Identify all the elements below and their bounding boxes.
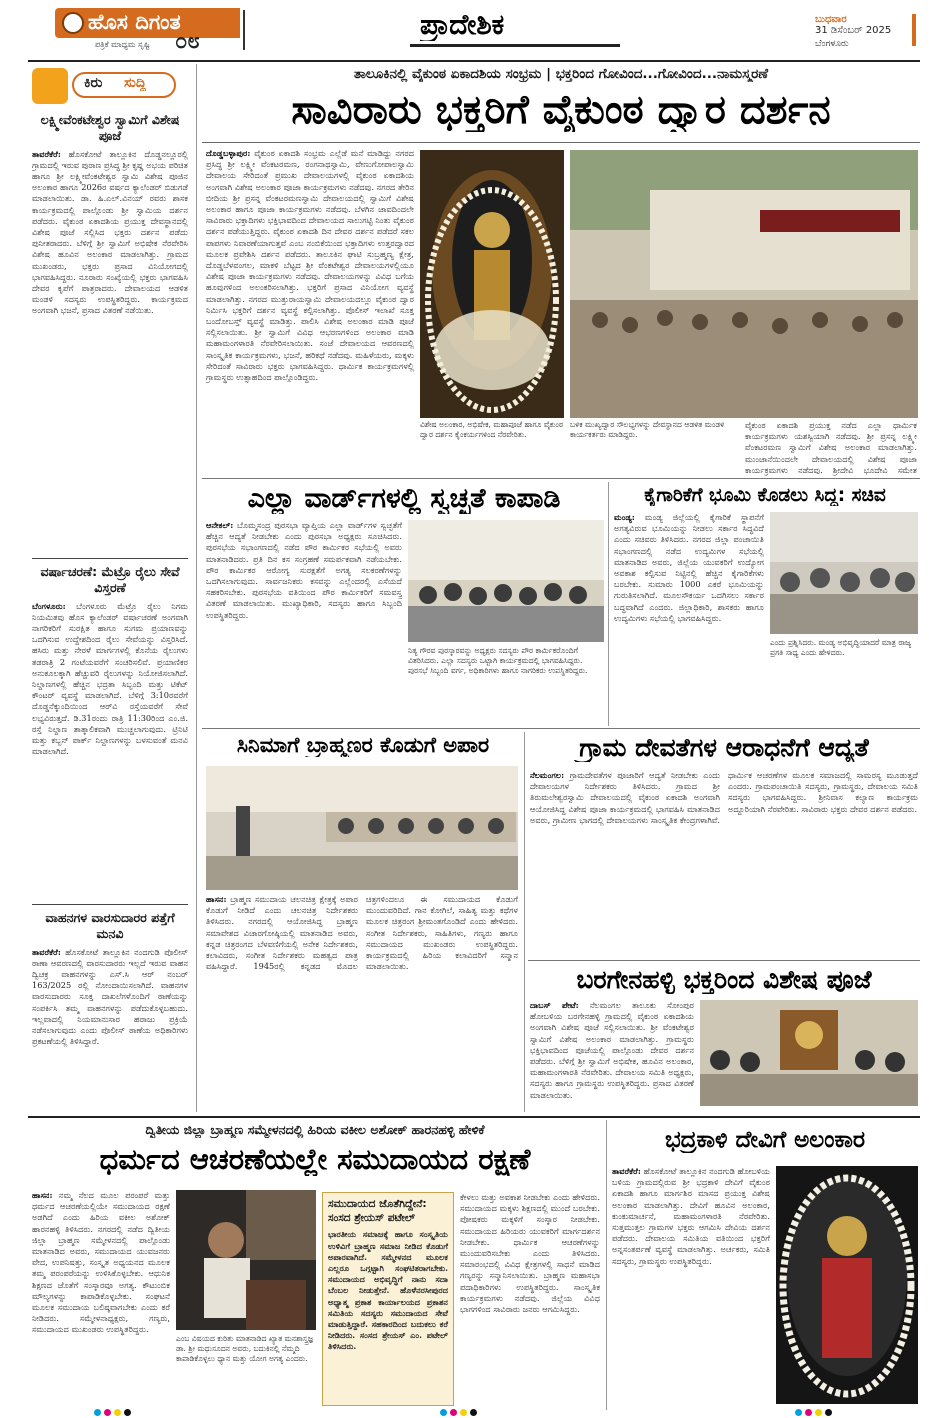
village-dateline: ನೆಲಮಂಗಲ:: [530, 770, 565, 780]
bhadrakali-dateline: ತಾವರೆಕೆರೆ:: [612, 1166, 641, 1176]
registration-marks-left: [94, 1409, 131, 1416]
brief-title: ವಾಹನಗಳ ವಾರಸುದಾರರ ಪತ್ತೆಗೆ ಮನವಿ: [45, 910, 175, 942]
brief-title: ಲಕ್ಷ್ಮೀವೆಂಕಟೇಶ್ವರ ಸ್ವಾಮಿಗೆ ವಿಶೇಷ ಪೂಜೆ: [40, 112, 180, 144]
ward-rule: [608, 482, 609, 726]
queue-image: [570, 150, 918, 418]
kirusuddi-column: [28, 64, 192, 1112]
reg-dot: [114, 1409, 121, 1416]
lead-continuation: ವೈಕುಂಠ ಏಕಾದಶಿ ಪ್ರಯುಕ್ತ ನಡೆದ ಎಲ್ಲಾ ಧಾರ್ಮಿಕ ಕಾರ್ಯಕ್ರಮಗಳು ಯಶಸ್ವಿಯಾಗಿ ನಡೆದವು. ಶ್ರೀ ಪ್ರಸನ್ನ ಲಕ್ಷ್ಮೀ ವೆಂಕಟರಮಣ ಸ್ವಾಮಿಗೆ ವಿಶೇಷ ಅಲಂಕಾರ ಮಾಡಲಾಗಿತ್ತು. ಮುಂಜಾನೆಯಿಂದಲೇ ದೇವಾಲಯದಲ್ಲಿ ವಿಶೇಷ ಪೂಜಾ ಕಾರ್ಯಕ್ರಮಗಳು ನಡೆದವು. ಶ್ರೀದೇವಿ ಭೂದೇವಿ ಸಮೇತ: [745, 420, 917, 475]
village-body: [530, 770, 918, 956]
brief-2: [32, 564, 188, 903]
lower-rule: [28, 1116, 920, 1118]
reg-dot: [94, 1409, 101, 1416]
brief-dateline: ತಾವರೆಕೆರೆ:: [32, 946, 61, 957]
ward-caption: ನಿತ್ಯ ಗೌರವ ಪುರಸ್ಕಾರವನ್ನು ಅಧ್ಯಕ್ಷರು ಸದಸ್ಯರು ಪೌರ ಕಾರ್ಮಿಕರೊಂದಿಗೆ ವಿತರಿಸಿದರು. ಎಲ್ಲಾ ಸದಸ್ಯರು ಒಟ್ಟಾಗಿ ಕಾರ್ಯಕ್ರಮದಲ್ಲಿ ಭಾಗವಹಿಸಿದ್ದರು. ಪುರಸಭೆ ಸಿಬ್ಬಂದಿ ವರ್ಗ, ಅಧಿಕಾರಿಗಳು ಹಾಗೂ ನಾಗರಿಕರು ಉಪಸ್ಥಿತರಿದ್ದರು.: [408, 646, 588, 675]
bhadrakali-text: ಹೊಸಕೋಟೆ ತಾಲ್ಲೂಕಿನ ನಂದಗುಡಿ ಹೋಬಳಿಯ ಬಳಿಯ ಗ್ರಾಮದಲ್ಲಿರುವ ಶ್ರೀ ಭದ್ರಕಾಳಿ ದೇವಿಗೆ ವೈಕುಂಠ ಏಕಾದಶಿ ಹಾಗೂ ಮಾರ್ಗಶಿರ ಮಾಸದ ಪ್ರಯುಕ್ತ ವಿಶೇಷ ಅಲಂಕಾರ ಮಾಡಲಾಗಿತ್ತು. ದೇವಿಗೆ ಹೂವಿನ ಅಲಂಕಾರ, ಕುಂಕುಮಾರ್ಚನೆ, ಮಹಾಮಂಗಳಾರತಿ ನೆರವೇರಿತು. ಸುತ್ತಮುತ್ತಲ ಗ್ರಾಮಗಳ ಭಕ್ತರು ಆಗಮಿಸಿ ದೇವಿಯ ದರ್ಶನ ಪಡೆದರು. ದೇವಾಲಯ ಸಮಿತಿಯ ವತಿಯಿಂದ ಭಕ್ತರಿಗೆ ಅನ್ನಸಂತರ್ಪಣೆ ವ್ಯವಸ್ಥೆ ಮಾಡಲಾಗಿತ್ತು. ಅರ್ಚಕರು, ಸಮಿತಿ ಸದಸ್ಯರು, ಗ್ರಾಮಸ್ಥರು ಉಪಸ್ಥಿತರಿದ್ದರು.: [612, 1166, 770, 1266]
queue-photo: [570, 150, 918, 418]
cinema-headline: ಸಿನಿಮಾಗೆ ಬ್ರಾಹ್ಮಣರ ಕೊಡುಗೆ ಅಪಾರ: [236, 734, 490, 757]
kirusuddi-label-b: ಸುದ್ದಿ: [124, 76, 147, 91]
cinema-image: [206, 766, 518, 890]
registration-marks-center: [440, 1409, 477, 1416]
dharma-continuation: ಕೇಳಲು ಮತ್ತು ಅವಕಾಶ ನೀಡಬೇಕು ಎಂದು ಹೇಳಿದರು. ಸಮುದಾಯದ ಮಕ್ಕಳು ಶಿಕ್ಷಣದಲ್ಲಿ ಮುಂದೆ ಬರಬೇಕು. ಪೋಷಕರು ಮಕ್ಕಳಿಗೆ ಸಂಸ್ಕಾರ ನೀಡಬೇಕು. ಸಮುದಾಯದ ಹಿರಿಯರು ಯುವಕರಿಗೆ ಮಾರ್ಗದರ್ಶನ ನೀಡಬೇಕು. ಧಾರ್ಮಿಕ ಆಚರಣೆಗಳನ್ನು ಮುಂದುವರಿಸಬೇಕು ಎಂದು ತಿಳಿಸಿದರು. ಸಮಾರಂಭದಲ್ಲಿ ವಿವಿಧ ಕ್ಷೇತ್ರಗಳಲ್ಲಿ ಸಾಧನೆ ಮಾಡಿದ ಗಣ್ಯರನ್ನು ಸನ್ಮಾನಿಸಲಾಯಿತು. ಬ್ರಾಹ್ಮಣ ಮಹಾಸಭಾ ಪದಾಧಿಕಾರಿಗಳು ಉಪಸ್ಥಿತರಿದ್ದರು. ಸಾಂಸ್ಕೃತಿಕ ಕಾರ್ಯಕ್ರಮಗಳು ನಡೆದವು. ಜಿಲ್ಲೆಯ ವಿವಿಧ ಭಾಗಗಳಿಂದ ಸಾವಿರಾರು ಜನರು ಆಗಮಿಸಿದ್ದರು.: [460, 1192, 600, 1315]
mp-box: [322, 1192, 454, 1406]
date: 31 ಡಿಸೆಂಬರ್ 2025: [815, 25, 892, 36]
section-title: ಪ್ರಾದೇಶಿಕ: [420, 10, 505, 41]
brand-logo-icon: [62, 12, 84, 34]
ward-headline: ಎಲ್ಲಾ ವಾರ್ಡ್‌ಗಳಲ್ಲಿ ಸ್ವಚ್ಛತೆ ಕಾಪಾಡಿ: [247, 484, 561, 514]
reg-dot: [450, 1409, 457, 1416]
brief-divider: [32, 558, 188, 559]
dharma-dateline: ಹಾಸನ:: [32, 1190, 53, 1200]
cinema-photo: [206, 766, 518, 890]
village-headline: ಗ್ರಾಮ ದೇವತೆಗಳ ಆರಾಧನೆಗೆ ಆದ್ಯತೆ: [579, 734, 869, 762]
hand-icon: [32, 68, 68, 104]
mid-rule: [202, 728, 920, 729]
brief-3: [32, 910, 188, 1105]
dharma-image: [176, 1190, 316, 1330]
brief-body: [32, 149, 188, 549]
baragenahalli-dateline: ದಾಬಸ್ ಪೇಟೆ:: [530, 1000, 579, 1010]
brief-text: ಬೆಂಗಳೂರು ಮೆಟ್ರೊ ರೈಲು ನಿಗಮ ನಿಯಮಿತವು ಹೊಸ ಕ್ಯಾಲೆಂಡರ್ ವರ್ಷಾಚರಣೆ ಅಂಗವಾಗಿ ನಾಗರಿಕರಿಗೆ ಸುರಕ್ಷಿತ ಹಾಗೂ ಸುಗಮ ಪ್ರಯಾಣವನ್ನು ಒದಗಿಸುವ ಉದ್ದೇಶದಿಂದ ರೈಲು ಸೇವೆಯನ್ನು ವಿಸ್ತರಿಸಿದೆ. ಹಸಿರು ಮತ್ತು ನೇರಳೆ ಮಾರ್ಗಗಳಲ್ಲಿ ಕೊನೆಯ ರೈಲುಗಳು ತಡರಾತ್ರಿ 2 ಗಂಟೆಯವರೆಗೆ ಸಂಚರಿಸಲಿವೆ. ಪ್ರಯಾಣಿಕರ ಅನುಕೂಲಕ್ಕಾಗಿ ಹೆಚ್ಚುವರಿ ರೈಲುಗಳನ್ನು ನಿಯೋಜಿಸಲಾಗಿದೆ. ನಿಲ್ದಾಣಗಳಲ್ಲಿ ಹೆಚ್ಚಿನ ಭದ್ರತಾ ಸಿಬ್ಬಂದಿ ಮತ್ತು ಟಿಕೆಟ್ ಕೌಂಟರ್ ವ್ಯವಸ್ಥೆ ಮಾಡಲಾಗಿದೆ. ಬೆಳಿಗ್ಗೆ 3:10ರವರೆಗೆ ದೊಡ್ಡನೆಕ್ಕುಂದಿಯಿಂದ ಆರ್‌ವಿ ರಸ್ತೆಯವರೆಗೆ ಸೇವೆ ಲಭ್ಯವಿರುತ್ತದೆ. ಡಿ.31ರಂದು ರಾತ್ರಿ 11:30ರಿಂದ ಎಂ.ಜಿ. ರಸ್ತೆ ನಿಲ್ದಾಣ ತಾತ್ಕಾಲಿಕವಾಗಿ ಮುಚ್ಚಲಾಗುವುದು. ಟ್ರಿನಿಟಿ ಮತ್ತು ಕಬ್ಬನ್ ಪಾರ್ಕ್ ನಿಲ್ದಾಣಗಳನ್ನು ಬಳಸುವಂತೆ ಮನವಿ ಮಾಡಲಾಗಿದೆ.: [32, 600, 188, 757]
bhadrakali-image: [776, 1166, 918, 1404]
kirusuddi-logo: [32, 68, 182, 106]
industry-photo: [770, 512, 918, 634]
industry-text: ಮಂಡ್ಯ ಜಿಲ್ಲೆಯಲ್ಲಿ ಕೈಗಾರಿಕೆ ಸ್ಥಾಪನೆಗೆ ಅಗತ್ಯವಿರುವ ಭೂಮಿಯನ್ನು ನೀಡಲು ಸರ್ಕಾರ ಸಿದ್ಧವಿದೆ ಎಂದು ಸಚಿವರು ತಿಳಿಸಿದರು. ನಗರದ ಜಿಲ್ಲಾ ಪಂಚಾಯಿತಿ ಸಭಾಂಗಣದಲ್ಲಿ ನಡೆದ ಉದ್ಯಮಿಗಳ ಸಭೆಯಲ್ಲಿ ಮಾತನಾಡಿದ ಅವರು, ಜಿಲ್ಲೆಯ ಯುವಕರಿಗೆ ಉದ್ಯೋಗ ಅವಕಾಶ ಕಲ್ಪಿಸುವ ನಿಟ್ಟಿನಲ್ಲಿ ಹೆಚ್ಚಿನ ಕೈಗಾರಿಕೆಗಳು ಬರಬೇಕು. ಸುಮಾರು 1000 ಎಕರೆ ಭೂಮಿಯನ್ನು ಗುರುತಿಸಲಾಗಿದೆ. ಮೂಲಸೌಕರ್ಯ ಒದಗಿಸಲು ಸರ್ಕಾರ ಬದ್ಧವಾಗಿದೆ ಎಂದರು. ಜಿಲ್ಲಾಧಿಕಾರಿ, ಶಾಸಕರು ಹಾಗೂ ಉದ್ಯಮಿಗಳು ಸಭೆಯಲ್ಲಿ ಭಾಗವಹಿಸಿದ್ದರು.: [614, 512, 764, 623]
masthead-rule: [28, 60, 920, 62]
deity-caption: ವಿಶೇಷ ಅಲಂಕಾರ, ಅಭಿಷೇಕ, ಮಹಾಪೂಜೆ ಹಾಗೂ ವೈಕುಂಠ ದ್ವಾರ ದರ್ಶನ ಕೈಂಕರ್ಯಗಳಿಂದ ನೆರವೇರಿತು.: [420, 420, 564, 439]
cinema-dateline: ಹಾಸನ:: [206, 894, 227, 904]
bhadrakali-headline: ಭದ್ರಕಾಳಿ ದೇವಿಗೆ ಅಲಂಕಾರ: [664, 1128, 866, 1153]
kirusuddi-label-a: ಕಿರು: [84, 76, 103, 91]
dharma-headline: ಧರ್ಮದ ಆಚರಣೆಯಲ್ಲೇ ಸಮುದಾಯದ ರಕ್ಷಣೆ: [99, 1144, 531, 1176]
baragenahalli-image: [700, 1000, 918, 1106]
bhadrakali-photo: [776, 1166, 918, 1404]
cinema-body: [206, 894, 518, 1110]
section-underline: [410, 44, 620, 47]
cinema-text: ಬ್ರಾಹ್ಮಣ ಸಮುದಾಯ ಚಲನಚಿತ್ರ ಕ್ಷೇತ್ರಕ್ಕೆ ಅಪಾರ ಕೊಡುಗೆ ನೀಡಿದೆ ಎಂದು ಚಲನಚಿತ್ರ ನಿರ್ದೇಶಕರು ತಿಳಿಸಿದರು. ನಗರದಲ್ಲಿ ಆಯೋಜಿಸಿದ್ದ ಬ್ರಾಹ್ಮಣ ಸಮಾವೇಶದ ವಿಚಾರಗೋಷ್ಠಿಯಲ್ಲಿ ಮಾತನಾಡಿದ ಅವರು, ಕನ್ನಡ ಚಿತ್ರರಂಗದ ಬೆಳವಣಿಗೆಯಲ್ಲಿ ಅನೇಕ ನಿರ್ದೇಶಕರು, ಕಲಾವಿದರು, ಸಂಗೀತ ನಿರ್ದೇಶಕರು ಮಹತ್ವದ ಪಾತ್ರ ವಹಿಸಿದ್ದಾರೆ. 1945ರಲ್ಲಿ ಕನ್ನಡದ ಮೊದಲ ಚಿತ್ರಗಳಿಂದಲೂ ಈ ಸಮುದಾಯದ ಕೊಡುಗೆ ಮುಂದುವರಿದಿದೆ. ಗಾನ ಕೋಗಿಲೆ, ಸಾಹಿತ್ಯ ಮತ್ತು ಕಥೆಗಳ ಮೂಲಕ ಚಿತ್ರರಂಗ ಶ್ರೀಮಂತಗೊಂಡಿದೆ ಎಂದು ಹೇಳಿದರು. ಸಂಗೀತ ನಿರ್ದೇಶಕರು, ಸಾಹಿತಿಗಳು, ಗಣ್ಯರು ಹಾಗೂ ಸಮುದಾಯದ ಮುಖಂಡರು ಉಪಸ್ಥಿತರಿದ್ದರು. ಕಾರ್ಯಕ್ರಮದಲ್ಲಿ ಹಿರಿಯ ಕಲಾವಿದರಿಗೆ ಸನ್ಮಾನ ಮಾಡಲಾಯಿತು.: [206, 894, 518, 972]
lead-text: ವೈಕುಂಠ ಏಕಾದಶಿ ಸಂಭ್ರಮ ಎಲ್ಲೆಡೆ ಮನೆ ಮಾಡಿದ್ದು ನಗರದ ಪ್ರಸಿದ್ಧ ಶ್ರೀ ಲಕ್ಷ್ಮೀ ವೆಂಕಟರಮಣ, ರಂಗನಾಥಸ್ವಾಮಿ, ವೇಣುಗೋಪಾಲಸ್ವಾಮಿ ದೇವಾಲಯ ಸೇರಿದಂತೆ ಪ್ರಮುಖ ದೇವಾಲಯಗಳಲ್ಲಿ ವೈಕುಂಠ ಏಕಾದಶಿಯ ಅಂಗವಾಗಿ ವಿಶೇಷ ಅಲಂಕಾರ ಪೂಜಾ ಕಾರ್ಯಕ್ರಮಗಳು ನಡೆದವು. ನಗರದ ತೇರಿನ ಬೀದಿಯ ಶ್ರೀ ಪ್ರಸನ್ನ ವೆಂಕಟರಮಣಸ್ವಾಮಿ ದೇವಾಲಯದಲ್ಲಿ ಸ್ವಾಮಿಗೆ ವಿಶೇಷ ಅಲಂಕಾರ ಹಾಗೂ ಪೂಜಾ ಕಾರ್ಯಕ್ರಮಗಳು ನಡೆದವು. ಬೆಳಗಿನ ಜಾವದಿಂದಲೇ ಸಾವಿರಾರು ಭಕ್ತಾದಿಗಳು ಭಕ್ತಿಭಾವದಿಂದ ದೇವಾಲಯದ ಸಾಲುಗಟ್ಟಿ ನಿಂತು ವೈಕುಂಠ ದರ್ಶನ ಪಡೆಯುತ್ತಿದ್ದರು. ವೈಕುಂಠ ಏಕಾದಶಿ ದಿನ ದೇವರ ದರ್ಶನ ಪಡೆದರೆ ಸಕಲ ಪಾಪಗಳು ನಿವಾರಣೆಯಾಗುತ್ತವೆ ಎಂಬ ನಂಬಿಕೆಯಿಂದ ಭಕ್ತಾದಿಗಳು ಉತ್ತರದ್ವಾರದ ಮೂಲಕ ಪ್ರವೇಶಿಸಿ ದರ್ಶನ ಪಡೆದರು. ತಾಲೂಕಿನ ಘಾಟಿ ಸುಬ್ರಹ್ಮಣ್ಯ ಕ್ಷೇತ್ರ, ದೊಡ್ಡಬೆಳವಂಗಲ, ಮಾಕಳಿ ಬೆಟ್ಟದ ಶ್ರೀ ವೆಂಕಟೇಶ್ವರ ದೇವಾಲಯಗಳಲ್ಲಿಯೂ ವಿಶೇಷ ಪೂಜಾ ಕಾರ್ಯಕ್ರಮಗಳು ನಡೆದವು. ದೇವಾಲಯಗಳನ್ನು ವಿವಿಧ ಬಗೆಯ ಹೂವುಗಳಿಂದ ಅಲಂಕರಿಸಲಾಗಿತ್ತು. ಭಕ್ತರಿಗೆ ಪ್ರಸಾದ ವಿನಿಯೋಗ ವ್ಯವಸ್ಥೆ ಮಾಡಲಾಗಿತ್ತು. ನಗರದ ಮುತ್ತುರಾಯಸ್ವಾಮಿ ದೇವಾಲಯದಲ್ಲೂ ವೈಕುಂಠ ದ್ವಾರ ನಿರ್ಮಿಸಿ ಭಕ್ತರಿಗೆ ದರ್ಶನ ವ್ಯವಸ್ಥೆ ಕಲ್ಪಿಸಲಾಗಿತ್ತು. ಪೊಲೀಸ್ ಇಲಾಖೆ ಸೂಕ್ತ ಬಂದೋಬಸ್ತ್ ವ್ಯವಸ್ಥೆ ಮಾಡಿತ್ತು. ಪಾಲಿಸಿ ವಿಶೇಷ ಅಲಂಕಾರ ಮಾಡಿ ಪೂಜೆ ಸಲ್ಲಿಸಲಾಯಿತು. ಶ್ರೀ ಸ್ವಾಮಿಗೆ ವಿವಿಧ ಆಭರಣಗಳಿಂದ ಅಲಂಕಾರ ಮಾಡಿ ಮಹಾಮಂಗಳಾರತಿ ನೆರವೇರಿಸಲಾಯಿತು. ಸಂಜೆ ದೇವಾಲಯದ ಆವರಣದಲ್ಲಿ ಸಾಂಸ್ಕೃತಿಕ ಕಾರ್ಯಕ್ರಮಗಳು, ಭಜನೆ, ಹರಿಕಥೆ ನಡೆದವು. ಮಹಿಳೆಯರು, ಮಕ್ಕಳು ಸೇರಿದಂತೆ ಸಾವಿರಾರು ಭಕ್ತರು ಭಾಗವಹಿಸಿದ್ದರು. ಧಾರ್ಮಿಕ ಕಾರ್ಯಕ್ರಮಗಳಲ್ಲಿ ಗ್ರಾಮಸ್ಥರು ಉತ್ಸಾಹದಿಂದ ಪಾಲ್ಗೊಂಡಿದ್ದರು.: [206, 148, 414, 383]
brief-divider: [32, 904, 188, 905]
lead-body-col1: [206, 148, 414, 466]
lead-body-col2: [420, 452, 738, 474]
mp-box-title: ಸಮುದಾಯದ ಜೊತೆಗಿದ್ದೇನೆ: ಸಂಸದ ಶ್ರೇಯಸ್ ಪಟೇಲ್: [328, 1198, 427, 1225]
industry-image: [770, 512, 918, 634]
industry-caption: ಎಂದು ಪ್ರಶ್ನಿಸಿದರು. ಮಂಡ್ಯ ಅಭಿವೃದ್ಧಿಯಾದರೆ ಮಾತ್ರ ರಾಜ್ಯ ಪ್ರಗತಿ ಸಾಧ್ಯ ಎಂದು ಹೇಳಿದರು.: [770, 638, 912, 657]
ward-body: [206, 520, 402, 722]
village-rule: [528, 960, 920, 961]
brief-body: [32, 601, 188, 903]
industry-headline: ಕೈಗಾರಿಕೆಗೆ ಭೂಮಿ ಕೊಡಲು ಸಿದ್ಧ: ಸಚಿವ: [644, 486, 886, 506]
ward-photo: [408, 520, 604, 642]
baragenahalli-body: [530, 1000, 694, 1108]
baragenahalli-text: ನೆಲಮಂಗಲ ತಾಲೂಕು ಸೋಂಪುರ ಹೋಬಳಿಯ ಬರಗೇನಹಳ್ಳಿ ಗ್ರಾಮದಲ್ಲಿ ವೈಕುಂಠ ಏಕಾದಶಿಯ ಅಂಗವಾಗಿ ವಿಶೇಷ ಪೂಜೆ ಸಲ್ಲಿಸಲಾಯಿತು. ಶ್ರೀ ವೆಂಕಟೇಶ್ವರ ಸ್ವಾಮಿಗೆ ವಿಶೇಷ ಅಲಂಕಾರ ಮಾಡಲಾಗಿತ್ತು. ಗ್ರಾಮಸ್ಥರು ಭಕ್ತಿಭಾವದಿಂದ ಪೂಜೆಯಲ್ಲಿ ಪಾಲ್ಗೊಂಡು ದೇವರ ದರ್ಶನ ಪಡೆದರು. ಬೆಳಿಗ್ಗೆ ಶ್ರೀ ಸ್ವಾಮಿಗೆ ಅಭಿಷೇಕ, ಹೂವಿನ ಅಲಂಕಾರ, ಮಹಾಮಂಗಳಾರತಿ ನೆರವೇರಿತು. ದೇವಾಲಯ ಸಮಿತಿ ಅಧ್ಯಕ್ಷರು, ಸದಸ್ಯರು ಹಾಗೂ ಗ್ರಾಮಸ್ಥರು ಉಪಸ್ಥಿತರಿದ್ದರು. ಪ್ರಸಾದ ವಿತರಣೆ ಮಾಡಲಾಯಿತು.: [530, 1000, 694, 1100]
brief-1: [32, 112, 188, 549]
reg-dot: [795, 1409, 802, 1416]
page-number: ೦೮: [175, 30, 200, 54]
baragenahalli-headline: ಬರಗೇನಹಳ್ಳಿ ಭಕ್ತರಿಂದ ವಿಶೇಷ ಪೂಜೆ: [576, 966, 872, 994]
lead-headline: ಸಾವಿರಾರು ಭಕ್ತರಿಗೆ ವೈಕುಂಠ ದ್ವಾರ ದರ್ಶನ: [291, 88, 831, 132]
city: ಬೆಂಗಳೂರು: [815, 39, 849, 49]
weekday: ಬುಧವಾರ: [815, 14, 847, 25]
brief-text: ಹೊಸಕೋಟೆ ತಾಲ್ಲೂಕಿನ ದೊಡ್ಡನಲ್ಲೂರಲ್ಲಿ ಗ್ರಾಮದಲ್ಲಿ ಇರುವ ಪುರಾಣ ಪ್ರಸಿದ್ಧ ಶ್ರೀ ಕೃಷ್ಣ ಅಭಯ ಪರಿಚಿತ ಹಾಗೂ ಶ್ರೀ ಲಕ್ಷ್ಮೀವೆಂಕಟೇಶ್ವರ ಸ್ವಾಮಿ ವಿಶೇಷ ಪೂಜಿನ ಅಲಂಕಾರ ಹಾಗೂ 2026ರ ವರ್ಷದ ಕ್ಯಾಲೆಂಡರ್ ಬಿಡುಗಡೆ ಮಾಡಲಾಯಿತು. ಡಾ. ಹಿ.ಎಲ್.ವಿನಯ್ ರವರು ಶಾಸಕ ಕಾರ್ಯಕ್ರಮದಲ್ಲಿ ಪಾಲ್ಗೊಂಡು ಶ್ರೀ ಸ್ವಾಮಿಯ ದರ್ಶನ ಪಡೆದರು. ವೈಕುಂಠ ಏಕಾದಶಿಯ ಪ್ರಯುಕ್ತ ದೇವಸ್ಥಾನದಲ್ಲಿ ವಿಶೇಷ ಪೂಜೆ ಸಲ್ಲಿಸಿದ ಭಕ್ತರು ದರ್ಶನ ಪಡೆದು ಪುನೀತರಾದರು. ಬೆಳಿಗ್ಗೆ ಶ್ರೀ ಸ್ವಾಮಿಗೆ ಅಭಿಷೇಕ ನೆರವೇರಿಸಿ ವಿಶೇಷ ಹೂವಿನ ಅಲಂಕಾರ ಮಾಡಲಾಗಿತ್ತು. ಗ್ರಾಮದ ಮುಖಂಡರು, ಭಕ್ತರು ಪ್ರಸಾದ ವಿನಿಯೋಗದಲ್ಲಿ ಭಾಗವಹಿಸಿದ್ದರು. ನೂರಾರು ಸಂಖ್ಯೆಯಲ್ಲಿ ಭಕ್ತರು ಭಾಗವಹಿಸಿ ದೇವರ ಕೃಪೆಗೆ ಪಾತ್ರರಾದರು. ದೇವಾಲಯದ ಆಡಳಿತ ಮಂಡಳಿ ಸದಸ್ಯರು ಉಪಸ್ಥಿತರಿದ್ದರು. ಕಾರ್ಯಕ್ರಮದ ಅಂಗವಾಗಿ ಭಜನೆ, ಪ್ರಸಾದ ವಿತರಣೆ ನಡೆಯಿತು.: [32, 148, 188, 316]
reg-dot: [440, 1409, 447, 1416]
industry-body: [614, 512, 764, 722]
dharma-photo: [176, 1190, 316, 1330]
dharma-kicker: ದ್ವಿತೀಯ ಜಿಲ್ಲಾ ಬ್ರಾಹ್ಮಣ ಸಮ್ಮೇಳನದಲ್ಲಿ ಹಿರಿಯ ವಕೀಲ ಅಶೋಕ್ ಹಾರನಹಳ್ಳಿ ಹೇಳಿಕೆ: [145, 1122, 485, 1137]
dharma-rule: [606, 1120, 607, 1410]
ward-text: ಬೊಮ್ಮಸಂದ್ರ ಪುರಸಭಾ ವ್ಯಾಪ್ತಿಯ ಎಲ್ಲಾ ವಾರ್ಡ್‌ಗಳ ಸ್ವಚ್ಛತೆಗೆ ಹೆಚ್ಚಿನ ಆದ್ಯತೆ ನೀಡಬೇಕು ಎಂದು ಪುರಸಭಾ ಅಧ್ಯಕ್ಷರು ಸೂಚಿಸಿದರು. ಪುರಸಭೆಯ ಸಭಾಂಗಣದಲ್ಲಿ ನಡೆದ ಪೌರ ಕಾರ್ಮಿಕರ ಸಭೆಯಲ್ಲಿ ಅವರು ಮಾತನಾಡಿದರು. ಪ್ರತಿ ದಿನ ಕಸ ಸಂಗ್ರಹಣೆ ಸಮರ್ಪಕವಾಗಿ ನಡೆಯಬೇಕು. ಪೌರ ಕಾರ್ಮಿಕರ ಆರೋಗ್ಯ ಸುರಕ್ಷತೆಗೆ ಅಗತ್ಯ ಸಲಕರಣೆಗಳನ್ನು ಒದಗಿಸಲಾಗುವುದು. ಸಾರ್ವಜನಿಕರು ಕಸವನ್ನು ಎಲ್ಲೆಂದರಲ್ಲಿ ಎಸೆಯದೆ ಸಹಕರಿಸಬೇಕು. ಪುರಸಭೆಯ ವತಿಯಿಂದ ಪೌರ ಕಾರ್ಮಿಕರಿಗೆ ಸಮವಸ್ತ್ರ ವಿತರಣೆ ಮಾಡಲಾಯಿತು. ಮುಖ್ಯಾಧಿಕಾರಿ, ಸದಸ್ಯರು ಹಾಗೂ ಸಿಬ್ಬಂದಿ ಉಪಸ್ಥಿತರಿದ್ದರು.: [206, 520, 402, 620]
date-block: [815, 14, 915, 49]
reg-dot: [124, 1409, 131, 1416]
brief-dateline: ಬೆಂಗಳೂರು:: [32, 600, 66, 611]
dharma-body: [32, 1190, 170, 1406]
reg-dot: [805, 1409, 812, 1416]
lead-dateline: ದೊಡ್ಡಬಳ್ಳಾಪುರ:: [206, 148, 251, 158]
village-text: ಗ್ರಾಮದೇವತೆಗಳ ಪೂಜಾರಿಗೆ ಆದ್ಯತೆ ನೀಡಬೇಕು ಎಂದು ದೇವಾಲಯಗಳ ನಿರ್ದೇಶಕರು ತಿಳಿಸಿದರು. ಗ್ರಾಮದ ಶ್ರೀ ತಿರುಮಲೇಶ್ವರಸ್ವಾಮಿ ದೇವಾಲಯದಲ್ಲಿ ವೈಕುಂಠ ಏಕಾದಶಿ ಅಂಗವಾಗಿ ಆಯೋಜಿಸಿದ್ದ ವಿಶೇಷ ಪೂಜಾ ಕಾರ್ಯಕ್ರಮದಲ್ಲಿ ಭಾಗವಹಿಸಿ ಮಾತನಾಡಿದ ಅವರು, ಗ್ರಾಮೀಣ ಭಾಗದಲ್ಲಿ ದೇವಾಲಯಗಳು ಸಾಂಸ್ಕೃತಿಕ ಕೇಂದ್ರಗಳಾಗಿವೆ. ಧಾರ್ಮಿಕ ಆಚರಣೆಗಳ ಮೂಲಕ ಸಮಾಜದಲ್ಲಿ ಸಾಮರಸ್ಯ ಮೂಡುತ್ತದೆ ಎಂದರು. ಗ್ರಾಮಪಂಚಾಯಿತಿ ಸದಸ್ಯರು, ಗ್ರಾಮಸ್ಥರು, ದೇವಾಲಯ ಸಮಿತಿ ಸದಸ್ಯರು ಭಾಗವಹಿಸಿದ್ದರು. ಶ್ರೀನಿವಾಸ ಕಲ್ಯಾಣ ಕಾರ್ಯಕ್ರಮ ಅದ್ದೂರಿಯಾಗಿ ನೆರವೇರಿತು. ಸಾವಿರಾರು ಭಕ್ತರು ದೇವರ ದರ್ಶನ ಪಡೆದರು.: [530, 770, 918, 825]
reg-dot: [470, 1409, 477, 1416]
mp-box-text: ಭಾರತೀಯ ಸಮಾಜಕ್ಕೆ ಹಾಗೂ ಸಂಸ್ಕೃತಿಯ ಉಳಿವಿಗೆ ಬ್ರಾಹ್ಮಣ ಸಮಾಜ ನೀಡಿದ ಕೊಡುಗೆ ಅಪಾರವಾಗಿದೆ. ಸಮ್ಮೇಳನದ ಮೂಲಕ ಎಲ್ಲರೂ ಒಗ್ಗಟ್ಟಾಗಿ ಸಂಘಟಿತರಾಗಬೇಕು. ಸಮುದಾಯದ ಅಭಿವೃದ್ಧಿಗೆ ನಾನು ಸದಾ ಬೆಂಬಲ ನೀಡುತ್ತೇನೆ. ಹೊಳೆನರಸೀಪುರದ ಅಧ್ಯಾತ್ಮ ಪ್ರಕಾಶ ಕಾರ್ಯಾಲಯದ ಪ್ರಕಾಶನ ಸಮಿತಿಯ ಸದಸ್ಯರು ಸಮುದಾಯದ ಸೇವೆ ಮಾಡುತ್ತಿದ್ದಾರೆ. ಸಹಕಾರದಿಂದ ಬದುಕಲು ಕರೆ ನೀಡಿದರು. ಸಂಸದ ಶ್ರೇಯಸ್ ಎಂ. ಪಟೇಲ್ ತಿಳಿಸಿದರು.: [328, 1229, 448, 1352]
deity-photo: [420, 150, 564, 418]
brand-name: ಹೊಸ ದಿಗಂತ: [88, 11, 181, 34]
header-divider: [243, 10, 245, 50]
lead-rule: [202, 142, 920, 143]
lead-kicker: ತಾಲೂಕಿನಲ್ಲಿ ವೈಕುಂಠ ಏಕಾದಶಿಯ ಸಂಭ್ರಮ | ಭಕ್ತರಿಂದ ಗೋವಿಂದ...ಗೋವಿಂದ...ನಾಮಸ್ಮರಣೆ: [353, 66, 769, 82]
reg-dot: [825, 1409, 832, 1416]
reg-dot: [104, 1409, 111, 1416]
baragenahalli-photo: [700, 1000, 918, 1106]
reg-dot: [460, 1409, 467, 1416]
cinema-rule: [524, 732, 525, 1112]
brief-dateline: ತಾವರೆಕೆರೆ:: [32, 148, 61, 159]
bhadrakali-body: [612, 1166, 770, 1406]
reg-dot: [815, 1409, 822, 1416]
deity-image: [420, 150, 564, 418]
registration-marks-right: [795, 1409, 832, 1416]
brief-body: [32, 947, 188, 1105]
dharma-caption: ಎಂಬ ವಿಷಯದ ಕುರಿತು ಮಾತನಾಡಿದ ಖ್ಯಾತ ಮನಶಾಸ್ತ್ರಜ್ಞ ಡಾ. ಶ್ರೀ ಮಧುಸೂದನ ಅವರು, ಬದುಕಿನಲ್ಲಿ ನೆಮ್ಮದಿ ಕಾಪಾಡಿಕೊಳ್ಳಲು ಧ್ಯಾನ ಮತ್ತು ಯೋಗ ಅಗತ್ಯ ಎಂದರು.: [176, 1334, 313, 1363]
brief-text: ಹೊಸಕೋಟೆ ತಾಲ್ಲೂಕಿನ ನಂದಗುಡಿ ಪೊಲೀಸ್ ಠಾಣಾ ಆವರಣದಲ್ಲಿ ವಾರಸುದಾರರು ಇಲ್ಲದೆ ಇರುವ ವಾಹನ ದ್ವಿಚಕ್ರ ವಾಹನಗಳನ್ನು ಎಸ್.ಸಿ ಆರ್ ನಂಬರ್ 163/2025 ರಲ್ಲಿ ನೋಂದಾಯಿಸಲಾಗಿದೆ. ವಾಹನಗಳ ವಾರಸುದಾರರು ಸೂಕ್ತ ದಾಖಲೆಗಳೊಂದಿಗೆ ಠಾಣೆಯನ್ನು ಸಂಪರ್ಕಿಸಿ ತಮ್ಮ ವಾಹನಗಳನ್ನು ಪಡೆದುಕೊಳ್ಳಬಹುದು. ಇಲ್ಲವಾದಲ್ಲಿ ನಿಯಮಾನುಸಾರ ಹರಾಜು ಪ್ರಕ್ರಿಯೆ ನಡೆಸಲಾಗುವುದು ಎಂದು ಪೊಲೀಸ್ ಠಾಣೆಯ ಅಧಿಕಾರಿಗಳು ಪ್ರಕಟಣೆಯಲ್ಲಿ ತಿಳಿಸಿದ್ದಾರೆ.: [32, 946, 188, 1047]
ward-image: [408, 520, 604, 642]
industry-dateline: ಮಂಡ್ಯ:: [614, 512, 635, 522]
dharma-text: ನಮ್ಮ ನೆಲದ ಮೂಲ ಪರಂಪರೆ ಮತ್ತು ಧರ್ಮದ ಆಚರಣೆಯಲ್ಲಿಯೇ ಸಮುದಾಯದ ರಕ್ಷಣೆ ಅಡಗಿದೆ ಎಂದು ಹಿರಿಯ ವಕೀಲ ಅಶೋಕ್ ಹಾರನಹಳ್ಳಿ ತಿಳಿಸಿದರು. ನಗರದಲ್ಲಿ ನಡೆದ ದ್ವಿತೀಯ ಜಿಲ್ಲಾ ಬ್ರಾಹ್ಮಣ ಸಮ್ಮೇಳನದಲ್ಲಿ ಪಾಲ್ಗೊಂಡು ಮಾತನಾಡಿದ ಅವರು, ಸಮುದಾಯದ ಯುವಜನರು ವೇದ, ಉಪನಿಷತ್ತು, ಸಂಸ್ಕೃತ ಅಧ್ಯಯನದ ಮೂಲಕ ತಮ್ಮ ಪರಂಪರೆಯನ್ನು ಉಳಿಸಿಕೊಳ್ಳಬೇಕು. ಆಧುನಿಕ ಶಿಕ್ಷಣದ ಜೊತೆಗೆ ಸಂಸ್ಕಾರವೂ ಅಗತ್ಯ. ಕೌಟುಂಬಿಕ ಮೌಲ್ಯಗಳನ್ನು ಕಾಪಾಡಿಕೊಳ್ಳಬೇಕು. ಸಂಘಟನೆ ಮೂಲಕ ಸಮುದಾಯ ಬಲಿಷ್ಠವಾಗಬೇಕು ಎಂದು ಕರೆ ನೀಡಿದರು. ಸಮ್ಮೇಳನಾಧ್ಯಕ್ಷರು, ಗಣ್ಯರು, ಸಮುದಾಯದ ಮುಖಂಡರು ಉಪಸ್ಥಿತರಿದ್ದರು.: [32, 1190, 170, 1335]
lead-bottom-rule: [202, 478, 920, 479]
brand-tagline: ಪತ್ರಿಕೆ ಮಾಧ್ಯಮ ಸೃಷ್ಟಿ: [95, 40, 150, 49]
accent-bar: [912, 14, 916, 46]
masthead: [0, 0, 945, 62]
brief-title: ವರ್ಷಾಚರಣೆ: ಮೆಟ್ರೊ ರೈಲು ಸೇವೆ ವಿಸ್ತರಣೆ: [40, 564, 180, 596]
queue-caption: ಬಳಿಕ ಮುಖ್ಯದ್ವಾರ ಸೌಲಭ್ಯಗಳನ್ನು ದೇವಸ್ಥಾನದ ಆಡಳಿತ ಮಂಡಳಿ ಕಾರ್ಯಕರ್ತರು ಮಾಡಿದ್ದರು.: [570, 420, 725, 439]
ward-dateline: ಆನೇಕಲ್:: [206, 520, 234, 530]
left-column-rule: [196, 64, 197, 1112]
